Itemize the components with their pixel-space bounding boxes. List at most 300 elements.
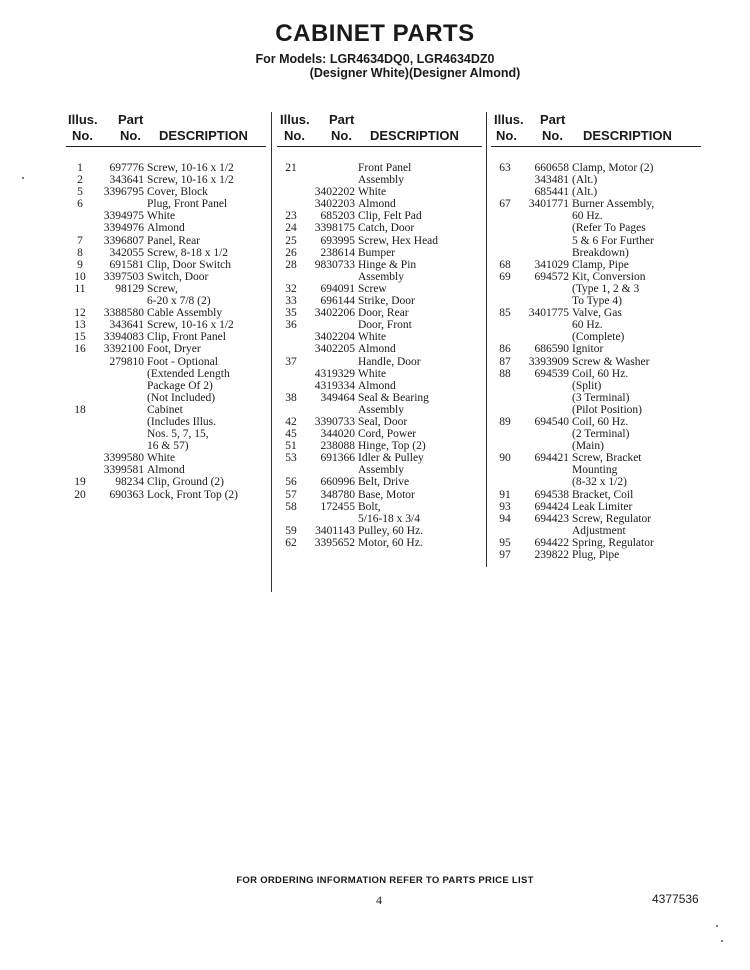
part-row (277, 489, 482, 501)
illus-number (66, 368, 94, 380)
illus-number: 15 (74, 331, 86, 344)
part-number: 348780 (320, 488, 355, 501)
part-number (94, 416, 147, 428)
part-number (94, 368, 147, 380)
part-number (519, 464, 572, 476)
parts-list (66, 162, 266, 501)
part-row (491, 489, 701, 501)
part-number: 98129 (115, 282, 144, 295)
part-number: 694538 (534, 488, 569, 501)
part-description: Foot - Optional (147, 355, 218, 368)
illus-number: 25 (285, 234, 297, 247)
description-header: DESCRIPTION (159, 128, 248, 143)
part-description: (3 Terminal) (572, 391, 630, 404)
part-number (519, 331, 572, 343)
part-row (491, 513, 701, 525)
part-number (94, 440, 147, 452)
header-underline (277, 146, 482, 147)
part-row (66, 489, 266, 501)
part-number: 3393909 (528, 355, 569, 368)
illus-number: 18 (74, 403, 86, 416)
illus-no-header: No. (284, 128, 305, 143)
illus-number: 45 (285, 428, 297, 441)
part-row (277, 356, 482, 368)
part-row (277, 162, 482, 174)
illus-number: 32 (285, 282, 297, 295)
illus-number: 2 (77, 174, 83, 187)
part-description: Clip, Ground (2) (147, 476, 224, 489)
illus-number: 37 (285, 355, 297, 368)
illus-number (277, 331, 305, 343)
part-number (519, 476, 572, 488)
illus-number (491, 476, 519, 488)
part-row (491, 295, 701, 307)
illus-number: 93 (499, 500, 511, 513)
illus-number (66, 210, 94, 222)
part-row (491, 186, 701, 198)
part-row (277, 513, 482, 525)
part-number: 690363 (109, 488, 144, 501)
part-row (277, 380, 482, 392)
part-description: Coil, 60 Hz. (572, 415, 629, 428)
column-divider (486, 112, 487, 567)
illus-number (277, 271, 305, 283)
part-description: Screw, 8-18 x 1/2 (147, 246, 229, 259)
illus-number: 51 (285, 440, 297, 453)
part-description: 16 & 57) (147, 440, 189, 453)
part-description: (Type 1, 2 & 3 (572, 282, 640, 295)
part-row (491, 380, 701, 392)
part-description: 5/16-18 x 3/4 (358, 512, 420, 525)
illus-number: 5 (77, 186, 83, 199)
part-row (277, 186, 482, 198)
part-description: White (147, 210, 176, 223)
part-description: Door, Front (358, 319, 412, 332)
part-description: Coil, 60 Hz. (572, 367, 629, 380)
part-number (519, 428, 572, 440)
part-description: Almond (358, 379, 396, 392)
part-row (491, 476, 701, 488)
illus-number: 42 (285, 415, 297, 428)
part-row (491, 331, 701, 343)
part-number: 660996 (320, 476, 355, 489)
part-number: 3395652 (314, 536, 355, 549)
part-description: Screw, 10-16 x 1/2 (147, 162, 234, 174)
illus-number (491, 464, 519, 476)
illus-number: 28 (285, 258, 297, 271)
part-number (519, 235, 572, 247)
part-description: Cabinet (147, 403, 183, 416)
illus-number: 53 (285, 452, 297, 465)
part-description: Leak Limiter (572, 500, 633, 513)
illus-header: Illus. (494, 112, 524, 127)
part-number: 3394976 (103, 222, 144, 235)
part-number (519, 222, 572, 234)
scan-speck (721, 940, 723, 942)
illus-number: 57 (285, 488, 297, 501)
illus-number (491, 440, 519, 452)
part-row (277, 319, 482, 331)
part-description: 6-20 x 7/8 (2) (147, 295, 211, 308)
illus-number (66, 392, 94, 404)
part-row (277, 416, 482, 428)
part-description: Pulley, 60 Hz. (358, 524, 424, 537)
part-description: Plug, Pipe (572, 549, 620, 561)
illus-number (66, 222, 94, 234)
part-number: 694422 (534, 536, 569, 549)
part-row (491, 404, 701, 416)
part-number (519, 283, 572, 295)
part-number: 3398175 (314, 222, 355, 235)
part-description: Clamp, Motor (2) (572, 162, 654, 174)
part-number: 344020 (320, 428, 355, 441)
illus-number: 86 (499, 343, 511, 356)
part-row (491, 440, 701, 452)
parts-list (491, 162, 701, 561)
part-description: (Pilot Position) (572, 403, 642, 416)
part-row (66, 186, 266, 198)
part-row (66, 368, 266, 380)
part-number: 98234 (115, 476, 144, 489)
illus-number (277, 368, 305, 380)
column-divider (271, 112, 272, 592)
part-description: (Main) (572, 440, 604, 453)
part-row (491, 198, 701, 210)
part-description: Panel, Rear (147, 234, 201, 247)
part-description: Foot, Dryer (147, 343, 201, 356)
part-number (519, 392, 572, 404)
header-underline (66, 146, 266, 147)
illus-number: 36 (285, 319, 297, 332)
part-description: (Split) (572, 379, 602, 392)
part-description: Motor, 60 Hz. (358, 536, 423, 549)
part-description: Screw & Washer (572, 355, 650, 368)
part-description: White (358, 331, 387, 344)
part-row (277, 198, 482, 210)
part-description: Ignitor (572, 343, 604, 356)
illus-number: 13 (74, 319, 86, 332)
parts-list (277, 162, 482, 549)
illus-number (277, 464, 305, 476)
part-row (277, 464, 482, 476)
colors-line: (Designer White)(Designer Almond) (309, 66, 521, 80)
illus-number: 97 (499, 549, 511, 561)
illus-number (66, 356, 94, 368)
part-number: 694424 (534, 500, 569, 513)
part-description: Seal & Bearing (358, 391, 429, 404)
part-row (277, 235, 482, 247)
part-row (66, 428, 266, 440)
column-header (66, 112, 266, 148)
part-row (491, 368, 701, 380)
illus-number: 1 (77, 162, 83, 174)
illus-number: 35 (285, 307, 297, 320)
illus-number (277, 404, 305, 416)
part-number: 691366 (320, 452, 355, 465)
part-description: Breakdown) (572, 246, 629, 259)
part-row (277, 368, 482, 380)
illus-number: 26 (285, 246, 297, 259)
part-row (66, 404, 266, 416)
illus-number: 38 (285, 391, 297, 404)
part-description: Lock, Front Top (2) (147, 488, 238, 501)
part-description: Assembly (358, 270, 404, 283)
part-number (519, 440, 572, 452)
part-row (66, 416, 266, 428)
part-row (491, 501, 701, 513)
part-row (491, 319, 701, 331)
part-description: Screw, (147, 282, 178, 295)
part-description: Strike, Door (358, 295, 415, 308)
illus-number (277, 513, 305, 525)
part-number: 685441 (534, 186, 569, 199)
illus-number (491, 380, 519, 392)
part-number (94, 380, 147, 392)
part-description: Clamp, Pipe (572, 258, 629, 271)
part-number (94, 198, 147, 210)
part-number (305, 356, 358, 368)
part-row (66, 307, 266, 319)
part-row (491, 210, 701, 222)
part-row (491, 549, 701, 561)
part-description: 60 Hz. (572, 210, 603, 223)
illus-number (66, 452, 94, 464)
part-row (277, 331, 482, 343)
part-number: 3394975 (103, 210, 144, 223)
illus-number (491, 186, 519, 198)
illus-no-header: No. (72, 128, 93, 143)
part-description: Package Of 2) (147, 379, 213, 392)
part-number: 4319334 (314, 379, 355, 392)
part-number: 693995 (320, 234, 355, 247)
part-row (66, 198, 266, 210)
part-number (519, 404, 572, 416)
illus-number: 10 (74, 270, 86, 283)
illus-header: Illus. (280, 112, 310, 127)
parts-column-2 (277, 112, 482, 549)
part-number: 3402202 (314, 186, 355, 199)
illus-number (491, 525, 519, 537)
part-description: (Not Included) (147, 391, 216, 404)
part-number: 691581 (109, 258, 144, 271)
part-row (66, 259, 266, 271)
part-description: Seal, Door (358, 415, 408, 428)
part-row (277, 247, 482, 259)
part-description: Bumper (358, 246, 396, 259)
part-description: Plug, Front Panel (147, 198, 228, 211)
part-row (277, 259, 482, 271)
part-row (491, 416, 701, 428)
part-description: Almond (147, 464, 185, 477)
part-description: Screw (358, 282, 387, 295)
part-number: 694421 (534, 452, 569, 465)
illus-number: 95 (499, 536, 511, 549)
illus-number (491, 283, 519, 295)
part-row (277, 452, 482, 464)
part-description: (8-32 x 1/2) (572, 476, 627, 489)
part-row (491, 464, 701, 476)
part-row (277, 537, 482, 549)
part-number (94, 428, 147, 440)
page-number: 4 (376, 893, 382, 907)
illus-number (277, 186, 305, 198)
part-description: Almond (358, 343, 396, 356)
part-number: 239822 (534, 549, 569, 561)
part-number (519, 319, 572, 331)
part-no-header: No. (120, 128, 141, 143)
part-number: 696144 (320, 295, 355, 308)
illus-number (491, 428, 519, 440)
illus-number: 87 (499, 355, 511, 368)
part-number: 3399580 (103, 452, 144, 465)
part-number: 3394083 (103, 331, 144, 344)
part-number: 660658 (534, 162, 569, 174)
part-number: 3392100 (103, 343, 144, 356)
part-number: 3399581 (103, 464, 144, 477)
illus-number: 9 (77, 258, 83, 271)
models-line: For Models: LGR4634DQ0, LGR4634DZ0 (255, 52, 495, 66)
illus-number: 56 (285, 476, 297, 489)
illus-number (491, 319, 519, 331)
part-row (66, 476, 266, 488)
part-number: 343481 (534, 174, 569, 187)
illus-number (66, 416, 94, 428)
part-row (66, 319, 266, 331)
part-description: Idler & Pulley (358, 452, 424, 465)
part-number: 343641 (109, 174, 144, 187)
illus-number (277, 343, 305, 355)
part-number: 3396807 (103, 234, 144, 247)
part-row (491, 428, 701, 440)
part-description: Belt, Drive (358, 476, 410, 489)
part-row (491, 174, 701, 186)
part-row (66, 452, 266, 464)
part-row (277, 295, 482, 307)
part-row (277, 525, 482, 537)
part-row (491, 356, 701, 368)
illus-number: 7 (77, 234, 83, 247)
illus-header: Illus. (68, 112, 98, 127)
part-number: 9830733 (314, 258, 355, 271)
part-number: 343641 (109, 319, 144, 332)
part-description: Front Panel (358, 162, 412, 174)
column-header (277, 112, 482, 148)
part-row (66, 222, 266, 234)
illus-number: 62 (285, 536, 297, 549)
part-row (491, 222, 701, 234)
part-number (519, 210, 572, 222)
part-row (66, 283, 266, 295)
part-number (305, 404, 358, 416)
part-number (519, 295, 572, 307)
illus-number: 58 (285, 500, 297, 513)
part-header: Part (540, 112, 566, 127)
illus-number (277, 174, 305, 186)
parts-column-3 (491, 112, 701, 561)
part-description: Clip, Front Panel (147, 331, 226, 344)
illus-number (66, 380, 94, 392)
part-number: 697776 (109, 162, 144, 174)
illus-number (491, 235, 519, 247)
part-row (66, 464, 266, 476)
part-number: 694540 (534, 415, 569, 428)
part-row (277, 271, 482, 283)
description-header: DESCRIPTION (370, 128, 459, 143)
part-row (66, 392, 266, 404)
part-description: (Complete) (572, 331, 625, 344)
part-row (491, 343, 701, 355)
part-row (491, 271, 701, 283)
part-description: Spring, Regulator (572, 536, 654, 549)
part-row (491, 247, 701, 259)
illus-number: 91 (499, 488, 511, 501)
part-description: Door, Rear (358, 307, 409, 320)
part-description: (Extended Length (147, 367, 230, 380)
part-description: 60 Hz. (572, 319, 603, 332)
part-description: Switch, Door (147, 270, 209, 283)
part-number (519, 247, 572, 259)
illus-number (66, 428, 94, 440)
part-row (277, 343, 482, 355)
part-row (491, 537, 701, 549)
part-number (305, 464, 358, 476)
part-row (277, 174, 482, 186)
part-number (305, 319, 358, 331)
part-description: Assembly (358, 403, 404, 416)
part-number: 694539 (534, 367, 569, 380)
illus-number: 33 (285, 295, 297, 308)
parts-column-1 (66, 112, 266, 501)
illus-number (491, 404, 519, 416)
part-row (66, 162, 266, 174)
illus-number: 63 (499, 162, 511, 174)
illus-number: 67 (499, 198, 511, 211)
part-row (277, 440, 482, 452)
illus-number: 68 (499, 258, 511, 271)
part-description: Assembly (358, 464, 404, 477)
part-number: 3388580 (103, 307, 144, 320)
part-row (277, 404, 482, 416)
illus-number: 20 (74, 488, 86, 501)
part-number (519, 380, 572, 392)
part-description: Hinge & Pin (358, 258, 417, 271)
part-number: 3402206 (314, 307, 355, 320)
illus-number (491, 295, 519, 307)
part-number (305, 513, 358, 525)
part-number: 694091 (320, 282, 355, 295)
part-number: 3396795 (103, 186, 144, 199)
illus-no-header: No. (496, 128, 517, 143)
part-row (491, 307, 701, 319)
illus-number (66, 295, 94, 307)
part-description: (2 Terminal) (572, 428, 630, 441)
part-row (491, 162, 701, 174)
document-number: 4377536 (652, 892, 699, 906)
part-number: 172455 (320, 500, 355, 513)
illus-number (277, 198, 305, 210)
part-description: Catch, Door (358, 222, 415, 235)
part-description: (Includes Illus. (147, 415, 216, 428)
illus-number: 6 (77, 198, 83, 211)
part-number (94, 404, 147, 416)
part-row (491, 235, 701, 247)
part-row (66, 380, 266, 392)
part-no-header: No. (331, 128, 352, 143)
part-row (66, 174, 266, 186)
illus-number (491, 222, 519, 234)
part-description: (Alt.) (572, 186, 598, 199)
scan-speck (22, 177, 24, 179)
